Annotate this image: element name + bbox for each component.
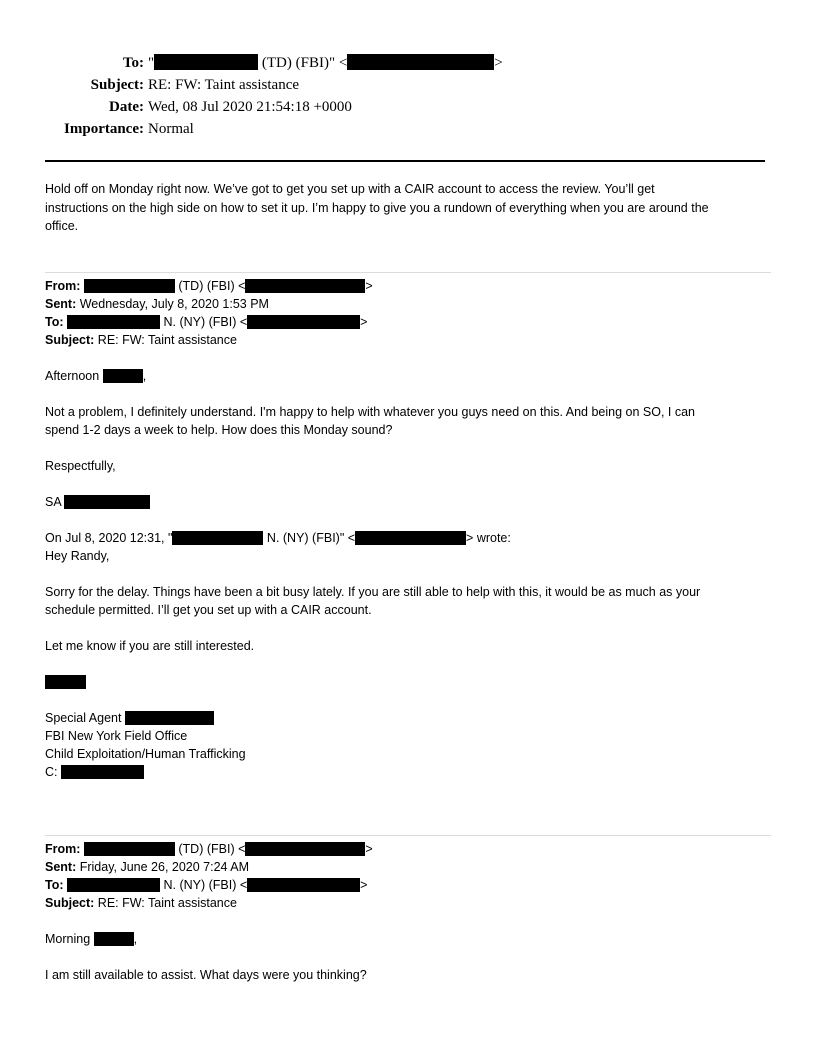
- body-line: Sorry for the delay. Things have been a bit busy lately. If you are still able to help with this, it would be as much as your: [45, 585, 701, 599]
- sent-row: Sent: Friday, June 26, 2020 7:24 AM: [45, 860, 250, 874]
- redaction-box: [84, 842, 175, 856]
- signature-office: FBI New York Field Office: [45, 729, 188, 743]
- redaction-box: [347, 54, 494, 70]
- to-label: To:: [122, 55, 144, 71]
- body-line: I am still available to assist. What days were you thinking?: [45, 968, 367, 982]
- date-label: Date:: [109, 99, 144, 115]
- body-line: Let me know if you are still interested.: [45, 639, 255, 653]
- redaction-box: [247, 878, 360, 892]
- to-row: To: N. (NY) (FBI) < >: [45, 878, 368, 892]
- redaction-box: [172, 531, 263, 545]
- signature: SA: [45, 493, 150, 511]
- subject-row: Subject: RE: FW: Taint assistance: [45, 896, 237, 910]
- redaction-box: [45, 675, 86, 689]
- quote-greeting: Hey Randy,: [45, 549, 110, 563]
- body-line: spend 1-2 days a week to help. How does this Monday sound?: [45, 423, 393, 437]
- to-value: " (TD) (FBI)" < >: [148, 55, 503, 71]
- closing: Respectfully,: [45, 459, 116, 473]
- signature-cell: C:: [45, 763, 144, 781]
- subject-value: RE: FW: Taint assistance: [148, 77, 300, 93]
- redaction-box: [355, 531, 466, 545]
- greeting: Afternoon ,: [45, 369, 147, 383]
- to-row: To: N. (NY) (FBI) < >: [45, 315, 368, 329]
- redaction-box: [154, 54, 258, 70]
- body-line: Hold off on Monday right now. We’ve got to get you set up with a CAIR account to access the review. You’ll get: [45, 182, 655, 196]
- body-line: instructions on the high side on how to set it up. I’m happy to give you a rundown of everything when you are around the: [45, 201, 709, 215]
- redaction-box: [67, 315, 160, 329]
- sent-row: Sent: Wednesday, July 8, 2020 1:53 PM: [45, 297, 269, 311]
- redaction-box: [247, 315, 360, 329]
- redaction-box: [125, 711, 214, 725]
- redaction-box: [84, 279, 175, 293]
- redaction-box: [245, 842, 365, 856]
- redaction-box: [61, 765, 144, 779]
- from-row: From: (TD) (FBI) < >: [45, 279, 373, 293]
- quoted-divider: [45, 835, 771, 836]
- body-line: Not a problem, I definitely understand. I'm happy to help with whatever you guys need on this. And being on SO, I can: [45, 405, 695, 419]
- body-line: office.: [45, 219, 79, 233]
- redaction-box: [94, 932, 134, 946]
- importance-value: Normal: [148, 121, 194, 137]
- subject-row: Subject: RE: FW: Taint assistance: [45, 333, 237, 347]
- body-line: schedule permitted. I’ll get you set up with a CAIR account.: [45, 603, 372, 617]
- greeting: Morning ,: [45, 932, 138, 946]
- sender-name: [45, 673, 86, 691]
- from-row: From: (TD) (FBI) < >: [45, 842, 373, 856]
- redaction-box: [67, 878, 160, 892]
- signature-title: Special Agent: [45, 709, 214, 727]
- signature-unit: Child Exploitation/Human Trafficking: [45, 747, 246, 761]
- date-value: Wed, 08 Jul 2020 21:54:18 +0000: [148, 99, 352, 115]
- header-divider: [45, 160, 765, 162]
- quote-intro: On Jul 8, 2020 12:31, " N. (NY) (FBI)" < > wrote:: [45, 531, 511, 545]
- importance-label: Importance:: [64, 121, 144, 137]
- quoted-divider: [45, 272, 771, 273]
- redaction-box: [103, 369, 143, 383]
- subject-label: Subject:: [90, 77, 144, 93]
- redaction-box: [245, 279, 365, 293]
- redaction-box: [64, 495, 150, 509]
